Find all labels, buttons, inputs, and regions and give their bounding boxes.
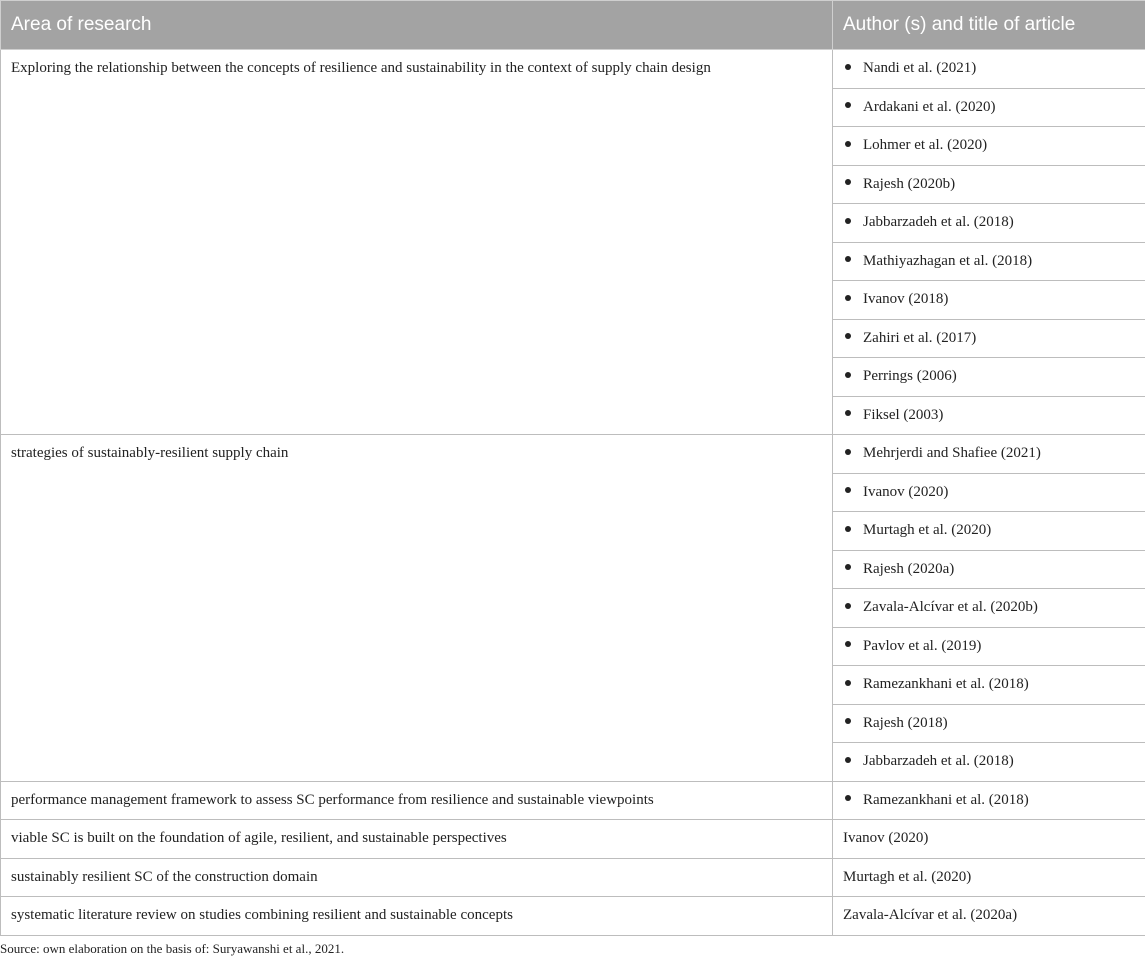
bullet-icon [845, 564, 851, 570]
author-text: Fiksel (2003) [863, 406, 944, 423]
author-text: Lohmer et al. (2020) [863, 137, 988, 154]
author-cell [833, 127, 1145, 166]
table-row [1, 820, 1145, 859]
author-cell [833, 512, 1145, 551]
bullet-icon [845, 64, 851, 70]
author-cell [833, 242, 1145, 281]
author-text: Rajesh (2020b) [863, 175, 956, 192]
author-text: Zavala-Alcívar et al. (2020b) [863, 599, 1038, 616]
bullet-icon [845, 102, 851, 108]
author-text: Rajesh (2020a) [863, 560, 955, 577]
author-cell [833, 550, 1145, 589]
bullet-icon [845, 487, 851, 493]
source-note: Source: own elaboration on the basis of: Suryawanshi et al., 2021. [0, 941, 345, 956]
header-area-of-research: Area of research [1, 1, 833, 50]
bullet-icon [845, 410, 851, 416]
author-text: Ivanov (2020) [863, 483, 949, 500]
bullet-icon [845, 141, 851, 147]
author-cell [833, 820, 1145, 859]
author-cell [833, 704, 1145, 743]
bullet-icon [845, 333, 851, 339]
header-row [1, 1, 1145, 50]
author-cell [833, 396, 1145, 435]
bullet-icon [845, 757, 851, 763]
bullet-icon [845, 795, 851, 801]
author-text: Perrings (2006) [863, 368, 957, 385]
author-text: Nandi et al. (2021) [863, 60, 977, 77]
author-text: Ramezankhani et al. (2018) [863, 676, 1029, 693]
author-text: Rajesh (2018) [863, 714, 948, 731]
author-text: Mehrjerdi and Shafiee (2021) [863, 445, 1041, 462]
bullet-icon [845, 179, 851, 185]
table-body [1, 50, 1145, 936]
author-text: Zavala-Alcívar et al. (2020a) [843, 907, 1018, 924]
bullet-icon [845, 256, 851, 262]
author-cell [833, 589, 1145, 628]
bullet-icon [845, 372, 851, 378]
header-author-and-title: Author (s) and title of article [833, 1, 1145, 50]
author-cell [833, 627, 1145, 666]
author-text: Ivanov (2020) [843, 830, 929, 847]
area-of-research-cell: sustainably resilient SC of the construction domain [1, 858, 833, 897]
table-row [1, 50, 1145, 89]
area-of-research-cell: performance management framework to assess SC performance from resilience and sustainable viewpoints [1, 781, 833, 820]
author-text: Zahiri et al. (2017) [863, 329, 977, 346]
author-cell [833, 319, 1145, 358]
bullet-icon [845, 680, 851, 686]
author-cell [833, 281, 1145, 320]
author-cell [833, 50, 1145, 89]
author-cell [833, 473, 1145, 512]
author-cell [833, 204, 1145, 243]
author-cell [833, 666, 1145, 705]
author-cell [833, 358, 1145, 397]
author-cell [833, 165, 1145, 204]
author-text: Ramezankhani et al. (2018) [863, 791, 1029, 808]
area-of-research-cell: strategies of sustainably-resilient supply chain [1, 435, 833, 782]
bullet-icon [845, 641, 851, 647]
author-cell [833, 781, 1145, 820]
author-text: Murtagh et al. (2020) [843, 868, 972, 885]
author-cell [833, 897, 1145, 936]
bullet-icon [845, 718, 851, 724]
author-cell [833, 88, 1145, 127]
bullet-icon [845, 295, 851, 301]
author-text: Ivanov (2018) [863, 291, 949, 308]
bullet-icon [845, 449, 851, 455]
table-row [1, 858, 1145, 897]
author-text: Jabbarzadeh et al. (2018) [863, 753, 1014, 770]
bullet-icon [845, 526, 851, 532]
author-text: Mathiyazhagan et al. (2018) [863, 252, 1033, 269]
bullet-icon [845, 218, 851, 224]
author-cell [833, 743, 1145, 782]
author-text: Jabbarzadeh et al. (2018) [863, 214, 1014, 231]
area-of-research-cell: Exploring the relationship between the concepts of resilience and sustainability in the context of supply chain design [1, 50, 833, 435]
author-cell [833, 858, 1145, 897]
area-of-research-cell: viable SC is built on the foundation of agile, resilient, and sustainable perspectives [1, 820, 833, 859]
author-text: Ardakani et al. (2020) [863, 98, 996, 115]
area-of-research-cell: systematic literature review on studies combining resilient and sustainable concepts [1, 897, 833, 936]
author-text: Pavlov et al. (2019) [863, 637, 982, 654]
author-text: Murtagh et al. (2020) [863, 522, 992, 539]
table-row [1, 897, 1145, 936]
table-row [1, 781, 1145, 820]
author-cell [833, 435, 1145, 474]
bullet-icon [845, 603, 851, 609]
table-row [1, 435, 1145, 474]
